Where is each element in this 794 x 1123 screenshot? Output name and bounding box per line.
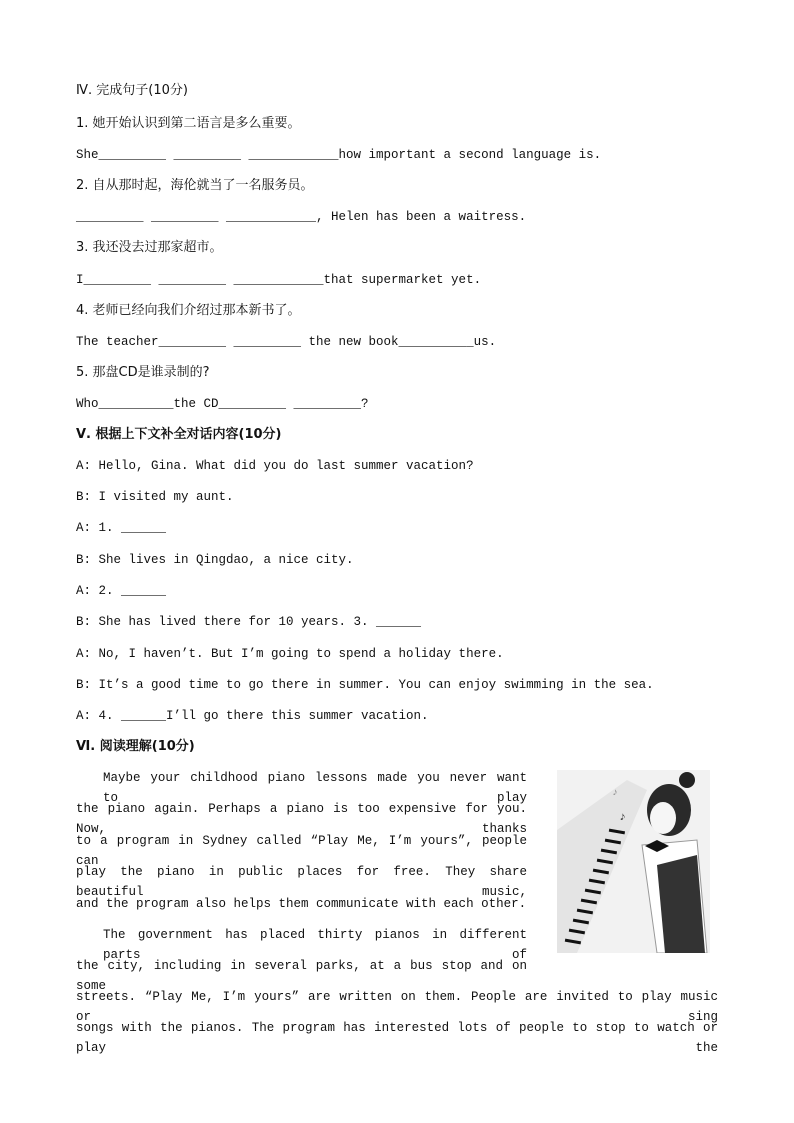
passage-line: play the piano in public places for free. They share beautiful music, bbox=[76, 865, 527, 899]
dialogue-line: A: 2. ______ bbox=[76, 584, 167, 598]
svg-text:♪: ♪ bbox=[619, 810, 627, 824]
passage-line: to a program in Sydney called “Play Me, I’m yours”, people can bbox=[76, 834, 527, 868]
dialogue-line: B: She lives in Qingdao, a nice city. bbox=[76, 553, 354, 567]
dialogue-line: A: Hello, Gina. What did you do last summer vacation? bbox=[76, 459, 474, 473]
passage-line: songs with the pianos. The program has interested lots of people to stop to watch or play the bbox=[76, 1021, 718, 1055]
passage-line: the city, including in several parks, at a bus stop and on some bbox=[76, 959, 527, 993]
question-3-answer: I_________ _________ ____________that supermarket yet. bbox=[76, 273, 482, 287]
passage-line: and the program also helps them communicate with each other. bbox=[76, 897, 527, 911]
svg-text:♪: ♪ bbox=[612, 788, 619, 799]
question-5-prompt: 5. 那盘CD是谁录制的? bbox=[76, 365, 210, 380]
dialogue-line: B: I visited my aunt. bbox=[76, 490, 234, 504]
section-5-heading: Ⅴ. 根据上下文补全对话内容(10分) bbox=[76, 427, 282, 442]
girl-playing-piano-illustration bbox=[557, 770, 710, 953]
passage-line: The government has placed thirty pianos in different parts of bbox=[103, 928, 527, 962]
question-5-answer: Who__________the CD_________ _________? bbox=[76, 397, 369, 411]
dialogue-line: B: She has lived there for 10 years. 3. ______ bbox=[76, 615, 422, 629]
dialogue-line: A: 4. ______I’ll go there this summer vacation. bbox=[76, 709, 429, 723]
section-4-heading: Ⅳ. 完成句子(10分) bbox=[76, 83, 188, 98]
question-3-prompt: 3. 我还没去过那家超市。 bbox=[76, 240, 223, 255]
dialogue-line: A: No, I haven’t. But I’m going to spend a holiday there. bbox=[76, 647, 504, 661]
question-1-answer: She_________ _________ ____________how important a second language is. bbox=[76, 148, 602, 162]
question-2-prompt: 2. 自从那时起，海伦就当了一名服务员。 bbox=[76, 178, 314, 193]
question-1-prompt: 1. 她开始认识到第二语言是多么重要。 bbox=[76, 116, 301, 131]
question-2-answer: _________ _________ ____________, Helen has been a waitress. bbox=[76, 210, 527, 224]
dialogue-line: A: 1. ______ bbox=[76, 521, 167, 535]
question-4-answer: The teacher_________ _________ the new book__________us. bbox=[76, 335, 497, 349]
dialogue-line: B: It’s a good time to go there in summer. You can enjoy swimming in the sea. bbox=[76, 678, 654, 692]
passage-line: streets. “Play Me, I’m yours” are written on them. People are invited to play music or sing bbox=[76, 990, 718, 1024]
passage-line: Maybe your childhood piano lessons made you never want to play bbox=[103, 771, 527, 805]
passage-line: the piano again. Perhaps a piano is too expensive for you. Now, thanks bbox=[76, 802, 527, 836]
section-6-heading: Ⅵ. 阅读理解(10分) bbox=[76, 739, 195, 754]
question-4-prompt: 4. 老师已经向我们介绍过那本新书了。 bbox=[76, 303, 301, 318]
